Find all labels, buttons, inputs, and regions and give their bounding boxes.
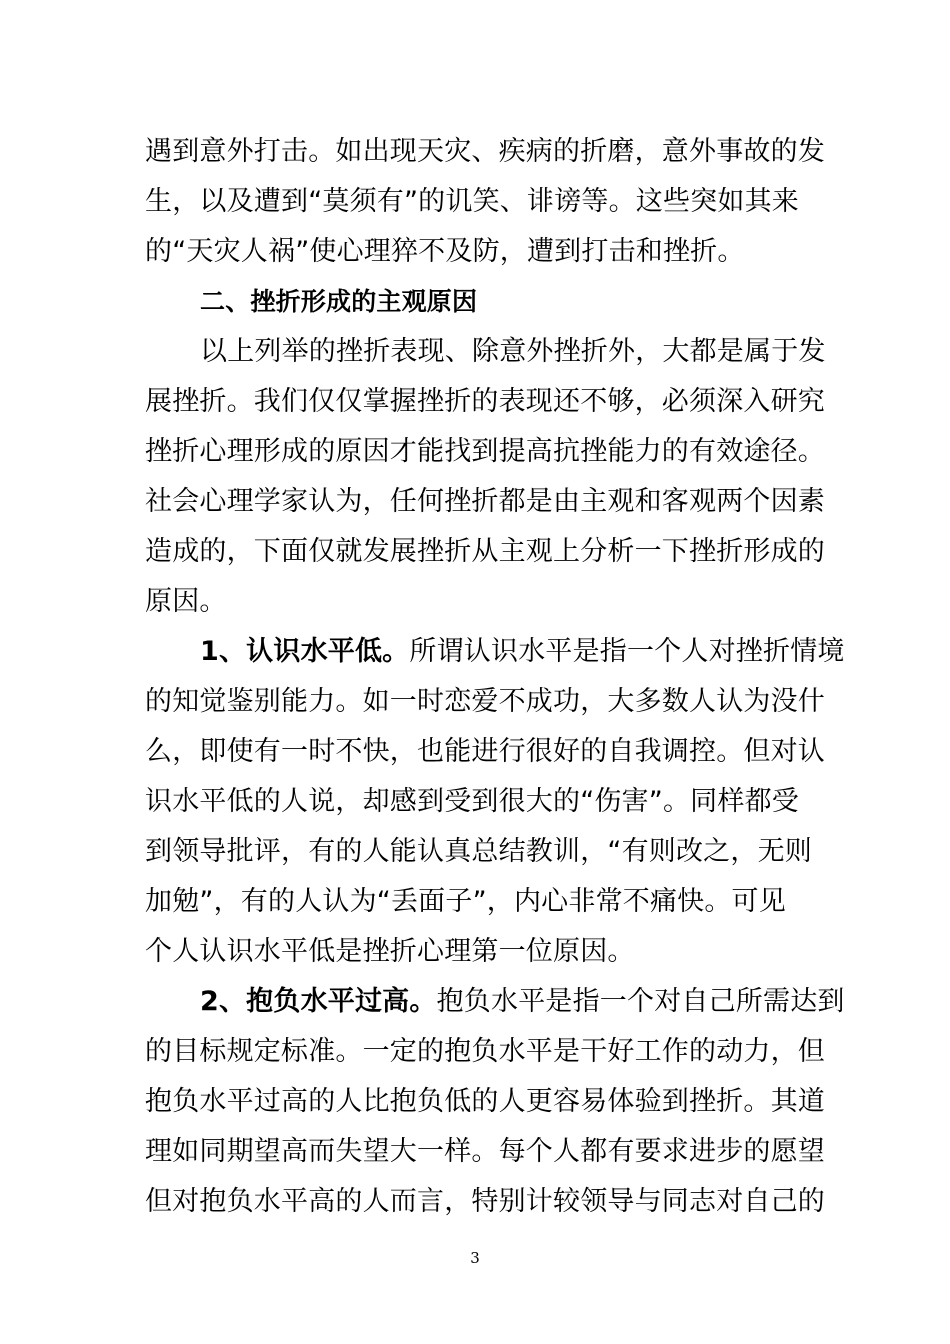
paragraph-line: 的知觉鉴别能力。如一时恋爱不成功，大多数人认为没什	[145, 686, 825, 717]
paragraph-line: 造成的，下面仅就发展挫折从主观上分析一下挫折形成的	[145, 536, 825, 567]
paragraph-line	[200, 636, 845, 668]
paragraph-line: 生，以及遭到“莫须有”的讥笑、诽谤等。这些突如其来	[145, 186, 799, 217]
paragraph-line: 理如同期望高而失望大一样。每个人都有要求进步的愿望	[145, 1136, 825, 1167]
section-heading: 二、挫折形成的主观原因	[200, 287, 478, 316]
page-number: 3	[470, 1249, 480, 1267]
paragraph-line: 的目标规定标准。一定的抱负水平是干好工作的动力，但	[145, 1036, 825, 1067]
paragraph-line: 原因。	[145, 586, 227, 617]
paragraph-line: 么，即使有一时不快，也能进行很好的自我调控。但对认	[145, 736, 825, 767]
paragraph-line: 但对抱负水平高的人而言，特别计较领导与同志对自己的	[145, 1186, 825, 1217]
paragraph-text: 抱负水平是指一个对自己所需达到	[436, 986, 845, 1017]
paragraph-line: 遇到意外打击。如出现天灾、疾病的折磨，意外事故的发	[145, 136, 825, 167]
paragraph-line: 识水平低的人说，却感到受到很大的“伤害”。同样都受	[145, 786, 799, 817]
paragraph-line: 展挫折。我们仅仅掌握挫折的表现还不够，必须深入研究	[145, 386, 825, 417]
paragraph-line	[200, 986, 845, 1018]
paragraph-line: 抱负水平过高的人比抱负低的人更容易体验到挫折。其道	[145, 1086, 825, 1117]
subheading-aspiration: 2、抱负水平过高。	[200, 986, 437, 1017]
paragraph-line: 个人认识水平低是挫折心理第一位原因。	[145, 936, 635, 967]
paragraph-line: 挫折心理形成的原因才能找到提高抗挫能力的有效途径。	[145, 436, 825, 467]
paragraph-line: 的“天灾人祸”使心理猝不及防，遭到打击和挫折。	[145, 236, 745, 267]
paragraph-line: 加勉”，有的人认为“丢面子”，内心非常不痛快。可见	[145, 886, 786, 917]
paragraph-line: 以上列举的挫折表现、除意外挫折外，大都是属于发	[200, 336, 826, 367]
paragraph-line: 社会心理学家认为，任何挫折都是由主观和客观两个因素	[145, 486, 825, 517]
paragraph-text: 所谓认识水平是指一个人对挫折情境	[409, 636, 845, 667]
subheading-cognition: 1、认识水平低。	[200, 636, 410, 667]
paragraph-line: 到领导批评，有的人能认真总结教训，“有则改之，无则	[145, 836, 812, 867]
